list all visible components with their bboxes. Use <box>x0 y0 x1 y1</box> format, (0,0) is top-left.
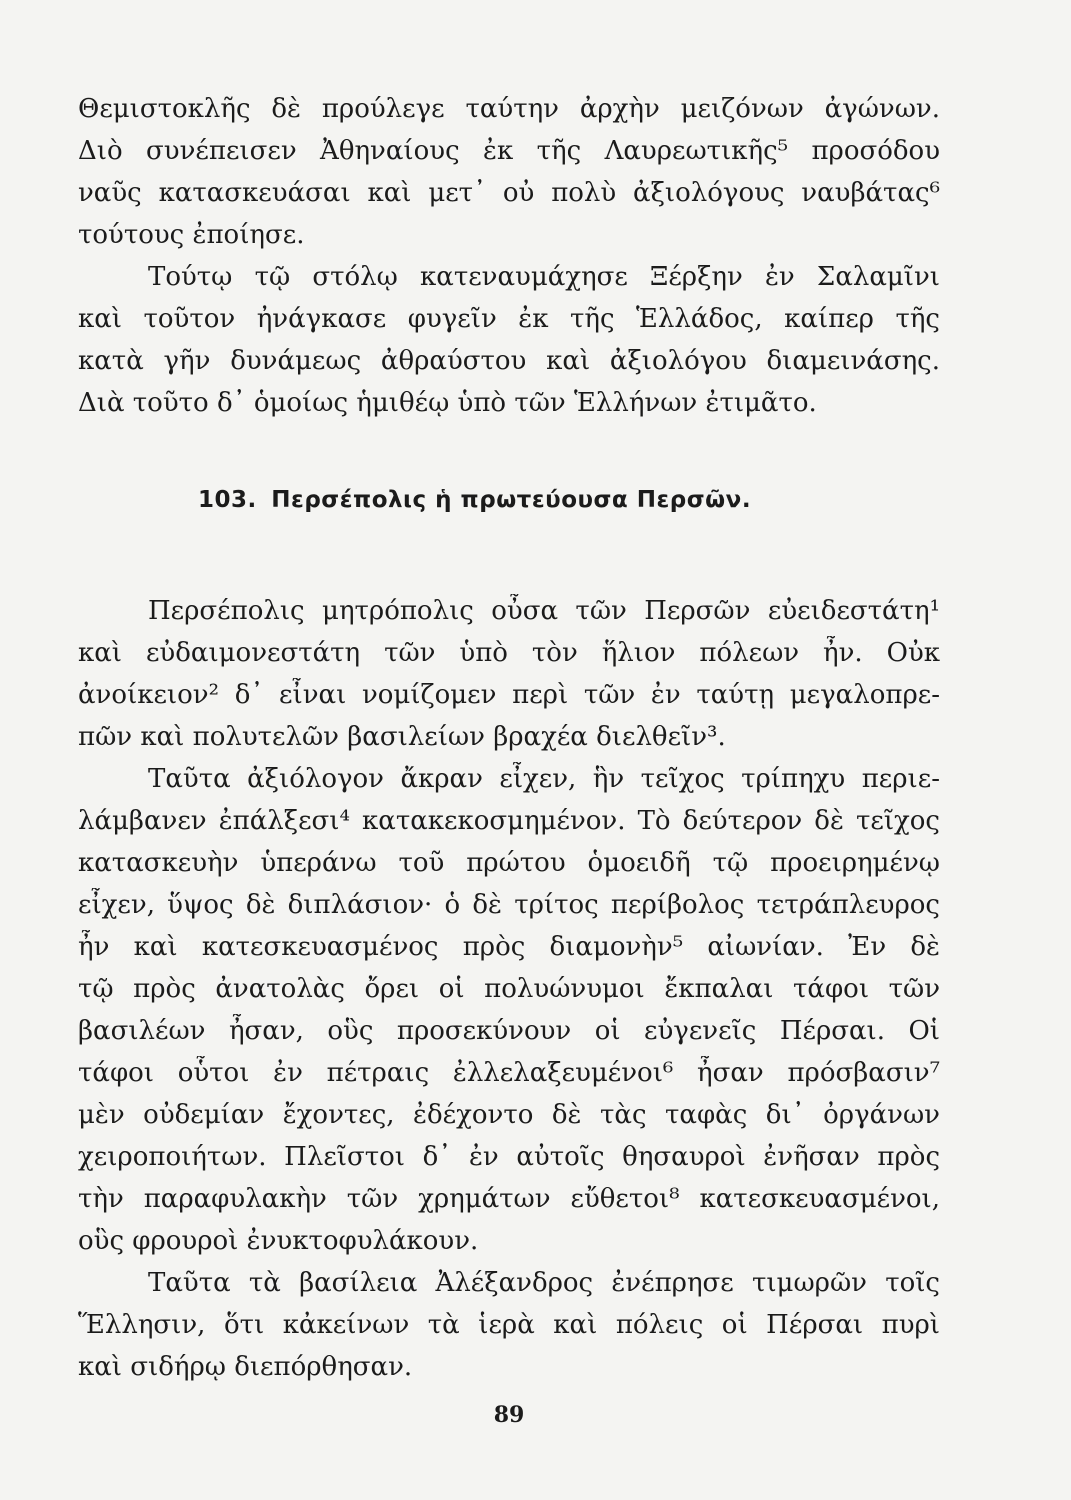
text-line: Διὰ τοῦτο δ᾽ ὁμοίως ἡμιθέῳ ὑπὸ τῶν Ἑλλήνων ἐτιμᾶτο. <box>78 388 817 418</box>
text-line: οὓς φρουροὶ ἐνυκτοφυλάκουν. <box>78 1226 479 1256</box>
text-line: ἀνοίκειον² δ᾽ εἶναι νομίζομεν περὶ τῶν ἐν ταύτῃ μεγαλοπρε- <box>78 680 940 710</box>
text-line: Ἕλλησιν, ὅτι κἀκείνων τὰ ἱερὰ καὶ πόλεις οἱ Πέρσαι πυρὶ <box>78 1310 940 1340</box>
text-line: καὶ εὐδαιμονεστάτη τῶν ὑπὸ τὸν ἥλιον πόλεων ἦν. Οὐκ <box>78 638 940 668</box>
text-line: πῶν καὶ πολυτελῶν βασιλείων βραχέα διελθεῖν³. <box>78 722 726 752</box>
text-line: Περσέπολις μητρόπολις οὖσα τῶν Περσῶν εὐειδεστάτη¹ <box>148 596 940 626</box>
text-line: λάμβανεν ἐπάλξεσι⁴ κατακεκοσμημένον. Τὸ δεύτερον δὲ τεῖχος <box>78 806 940 836</box>
text-line: ναῦς κατασκευάσαι καὶ μετ᾽ οὐ πολὺ ἀξιολόγους ναυβάτας⁶ <box>78 178 940 208</box>
text-line: τάφοι οὗτοι ἐν πέτραις ἐλλελαξευμένοι⁶ ἦσαν πρόσβασιν⁷ <box>78 1058 940 1088</box>
section-number: 103. <box>198 487 257 513</box>
text-line: καὶ τοῦτον ἠνάγκασε φυγεῖν ἐκ τῆς Ἑλλάδος, καίπερ τῆς <box>78 304 940 334</box>
text-line: τούτους ἐποίησε. <box>78 220 305 250</box>
text-line: καὶ σιδήρῳ διεπόρθησαν. <box>78 1352 413 1382</box>
text-line: Τούτῳ τῷ στόλῳ κατεναυμάχησε Ξέρξην ἐν Σαλαμῖνι <box>148 262 940 292</box>
text-line: τὴν παραφυλακὴν τῶν χρημάτων εὔθετοι⁸ κατεσκευασμένοι, <box>78 1184 940 1214</box>
text-line: κατασκευὴν ὑπεράνω τοῦ πρώτου ὁμοειδῆ τῷ προειρημένῳ <box>78 848 940 878</box>
text-line: κατὰ γῆν δυνάμεως ἀθραύστου καὶ ἀξιολόγου διαμεινάσης. <box>78 346 940 376</box>
section-heading <box>198 487 751 513</box>
text-line: μὲν οὐδεμίαν ἔχοντες, ἐδέχοντο δὲ τὰς ταφὰς δι᾽ ὀργάνων <box>78 1100 940 1130</box>
text-line: Θεμιστοκλῆς δὲ προύλεγε ταύτην ἀρχὴν μειζόνων ἀγώνων. <box>78 94 940 124</box>
text-line: ἦν καὶ κατεσκευασμένος πρὸς διαμονὴν⁵ αἰωνίαν. Ἐν δὲ <box>78 932 940 962</box>
text-line: τῷ πρὸς ἀνατολὰς ὄρει οἱ πολυώνυμοι ἔκπαλαι τάφοι τῶν <box>78 974 940 1004</box>
text-line: Ταῦτα ἀξιόλογον ἄκραν εἶχεν, ἣν τεῖχος τρίπηχυ περιε- <box>148 764 940 794</box>
text-line: Ταῦτα τὰ βασίλεια Ἀλέξανδρος ἐνέπρησε τιμωρῶν τοῖς <box>148 1268 940 1298</box>
text-line: χειροποιήτων. Πλεῖστοι δ᾽ ἐν αὐτοῖς θησαυροὶ ἐνῆσαν πρὸς <box>78 1142 940 1172</box>
text-line: βασιλέων ἦσαν, οὓς προσεκύνουν οἱ εὐγενεῖς Πέρσαι. Οἱ <box>78 1016 940 1046</box>
text-line: εἶχεν, ὕψος δὲ διπλάσιον· ὁ δὲ τρίτος περίβολος τετράπλευρος <box>78 890 940 920</box>
text-line: Διὸ συνέπεισεν Ἀθηναίους ἐκ τῆς Λαυρεωτικῆς⁵ προσόδου <box>78 136 940 166</box>
page-number: 89 <box>493 1402 525 1428</box>
section-title: Περσέπολις ἡ πρωτεύουσα Περσῶν. <box>271 487 752 513</box>
